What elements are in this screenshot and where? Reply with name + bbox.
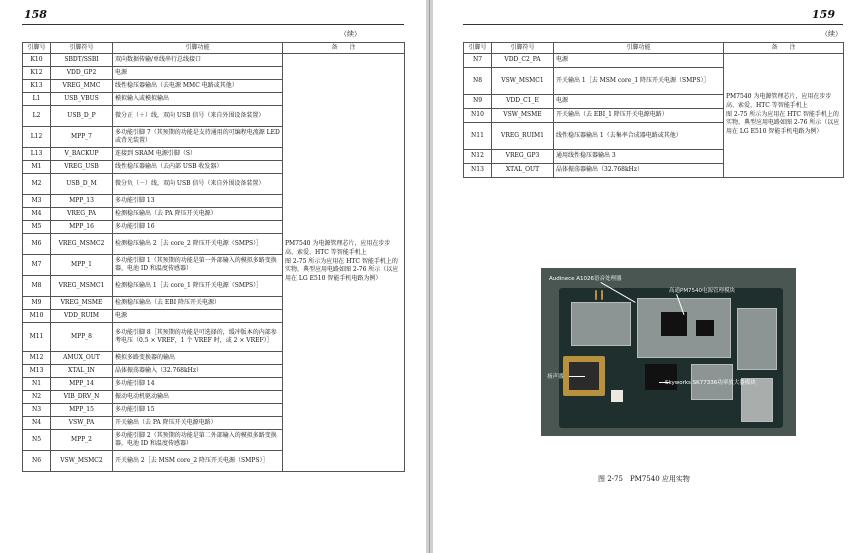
pin-cell: N10	[464, 108, 492, 122]
function-cell: 多功能引脚 2（其预期的功能是第二外部输入的模拟多路变换器，电池 ID 和温度传感器）	[113, 429, 283, 450]
header-note: 备 注	[724, 43, 844, 54]
leader-line	[659, 382, 669, 383]
pin-cell: M4	[23, 207, 51, 220]
symbol-cell: XTAL_OUT	[492, 163, 554, 177]
function-cell: 检测稳压输出（去 EBI 降压开关电源）	[113, 296, 283, 309]
circuit-board-photo	[541, 268, 796, 436]
note-cell: PM7540 为电源管理芯片，应用在步步高、索爱、HTC 等智能手机上 图 2-75 所示为应用在 HTC 智能手机上的实物，典型应用电路如图 2-76 所示（以应用在 LG E510 智能手机电路为例）	[283, 53, 405, 471]
pin-cell: L12	[23, 126, 51, 147]
symbol-cell: MPP_8	[51, 322, 113, 351]
function-cell: 多功能引脚 1（其预期的功能是第一外部输入的模拟多路变换器，电池 ID 和温度传感器）	[113, 254, 283, 275]
gutter-line	[429, 0, 430, 553]
symbol-cell: VREG_PA	[51, 207, 113, 220]
pin-cell: M11	[23, 322, 51, 351]
symbol-cell: VREG_RUIM1	[492, 122, 554, 149]
function-cell: 开关输出 2［去 MSM core_2 降压开关电源（SMPS）］	[113, 450, 283, 471]
symbol-cell: MPP_15	[51, 403, 113, 416]
function-cell: 电源	[554, 94, 724, 108]
symbol-cell: USB_D_M	[51, 173, 113, 194]
function-cell: 双向数据传输/单线串行总线接口	[113, 53, 283, 66]
symbol-cell: VDD_RUIM	[51, 309, 113, 322]
amp-chip	[645, 364, 677, 390]
pin-cell: L1	[23, 92, 51, 105]
contact-pad	[601, 290, 603, 300]
function-cell: 开关输出（去 PA 降压开关电源电路）	[113, 416, 283, 429]
symbol-cell: V_BACKUP	[51, 147, 113, 160]
pin-cell: K10	[23, 53, 51, 66]
symbol-cell: VSW_MSMC1	[492, 67, 554, 94]
header-rule	[22, 24, 404, 25]
pmic-chip	[661, 312, 687, 336]
symbol-cell: MPP_2	[51, 429, 113, 450]
function-cell: 线性稳压器输出 1（去集率合成器电路或其他）	[554, 122, 724, 149]
pin-cell: N2	[23, 390, 51, 403]
pin-cell: M3	[23, 194, 51, 207]
symbol-cell: MPP_7	[51, 126, 113, 147]
function-cell: 微分负（－）线，双向 USB 信号（来自外围设备装置）	[113, 173, 283, 194]
function-cell: 微分正（＋）线，双向 USB 信号（来自外围设备装置）	[113, 105, 283, 126]
symbol-cell: MPP_1	[51, 254, 113, 275]
page-number: 158	[24, 8, 47, 21]
pin-cell: N5	[23, 429, 51, 450]
function-cell: 晶体振荡器输入（32.768kHz）	[113, 364, 283, 377]
amplifier-label: Skyworks SK77336功率放大器模块	[665, 380, 756, 386]
pin-cell: M1	[23, 160, 51, 173]
pin-cell: N4	[23, 416, 51, 429]
pin-cell: N6	[23, 450, 51, 471]
symbol-cell: VSW_MSMC2	[51, 450, 113, 471]
function-cell: 开关输出 1［去 MSM core_1 降压开关电源（SMPS）］	[554, 67, 724, 94]
function-cell: 模拟多路变换器的输出	[113, 351, 283, 364]
header-note: 备 注	[283, 43, 405, 54]
function-cell: 多功能引脚 7（其预期的功能是支持通用的可编程电流源 LED 或背光装置）	[113, 126, 283, 147]
function-cell: 多功能引脚 8［其预期的功能是可选择的，缓冲版本的内部参考电压（0.5 × VREF，1 个 VREF 时，或 2 × VREF）］	[113, 322, 283, 351]
header-function: 引脚功能	[554, 43, 724, 54]
pin-cell: N8	[464, 67, 492, 94]
symbol-cell: AMUX_OUT	[51, 351, 113, 364]
pin-cell: N9	[464, 94, 492, 108]
note-cell: PM7540 为电源管理芯片，应用在步步高、索爱、HTC 等智能手机上 图 2-75 所示为应用在 HTC 智能手机上的实物，典型应用电路如图 2-76 所示（以应用在 LG E510 智能手机电路为例）	[724, 53, 844, 177]
symbol-cell: USB_VBUS	[51, 92, 113, 105]
pin-cell: M5	[23, 220, 51, 233]
rf-shield	[571, 302, 631, 346]
pin-cell: M8	[23, 275, 51, 296]
leader-line	[569, 376, 585, 377]
table-row	[23, 53, 405, 66]
symbol-cell: MPP_16	[51, 220, 113, 233]
function-cell: 检测稳压输出（去 PA 降压开关电源）	[113, 207, 283, 220]
speaker-label: 扬声器	[547, 374, 564, 380]
pin-cell: N13	[464, 163, 492, 177]
header-symbol: 引脚符号	[492, 43, 554, 54]
rf-shield	[737, 308, 777, 370]
pin-cell: L13	[23, 147, 51, 160]
pin-table	[22, 42, 405, 472]
pin-cell: K12	[23, 66, 51, 79]
header-pin: 引脚号	[23, 43, 51, 54]
symbol-cell: VDD_C1_E	[492, 94, 554, 108]
symbol-cell: SBDT/SSBI	[51, 53, 113, 66]
pin-cell: M13	[23, 364, 51, 377]
header-symbol: 引脚符号	[51, 43, 113, 54]
function-cell: 开关输出（去 EBI_1 降压开关电源电路）	[554, 108, 724, 122]
pin-cell: N11	[464, 122, 492, 149]
symbol-cell: VDD_GP2	[51, 66, 113, 79]
function-cell: 检测稳压输出 1［去 core_1 降压开关电源（SMPS）］	[113, 275, 283, 296]
function-cell: 模拟输入或模拟输出	[113, 92, 283, 105]
function-cell: 电源	[554, 53, 724, 67]
pin-cell: N12	[464, 149, 492, 163]
symbol-cell: MPP_14	[51, 377, 113, 390]
function-cell: 电源	[113, 309, 283, 322]
pin-cell: M12	[23, 351, 51, 364]
table-row	[464, 53, 844, 67]
function-cell: 连接到 SRAM 电源引脚（S）	[113, 147, 283, 160]
pin-cell: M9	[23, 296, 51, 309]
function-cell: 检测稳压输出 2［去 core_2 降压开关电源（SMPS）］	[113, 233, 283, 254]
right-page	[433, 0, 859, 553]
symbol-cell: VSW_PA	[51, 416, 113, 429]
header-function: 引脚功能	[113, 43, 283, 54]
symbol-cell: USB_D_P	[51, 105, 113, 126]
symbol-cell: MPP_13	[51, 194, 113, 207]
function-cell: 电源	[113, 66, 283, 79]
contact-pad	[595, 290, 597, 300]
function-cell: 晶体振荡器输出（32.768kHz）	[554, 163, 724, 177]
pin-cell: M6	[23, 233, 51, 254]
function-cell: 通用线性稳压器输出 3	[554, 149, 724, 163]
header-rule	[463, 24, 843, 25]
symbol-cell: VREG_MSMC1	[51, 275, 113, 296]
symbol-cell: VREG_MSMC2	[51, 233, 113, 254]
audio-processor-label: Audinece A1026语音处理器	[549, 276, 622, 282]
pmic-label: 高通PM7540电源管理模块	[669, 288, 736, 294]
ic-chip	[696, 320, 714, 336]
symbol-cell: VREG_GP3	[492, 149, 554, 163]
function-cell: 多功能引脚 16	[113, 220, 283, 233]
pin-cell: M7	[23, 254, 51, 275]
pin-cell: N7	[464, 53, 492, 67]
function-cell: 振动电动机驱动输出	[113, 390, 283, 403]
pin-cell: N1	[23, 377, 51, 390]
symbol-cell: VDD_C2_PA	[492, 53, 554, 67]
pin-cell: M10	[23, 309, 51, 322]
pin-cell: K13	[23, 79, 51, 92]
figure-caption: 图 2-75 PM7540 应用实物	[598, 475, 690, 483]
symbol-cell: VREG_USB	[51, 160, 113, 173]
page-number: 159	[812, 8, 835, 21]
function-cell: 多功能引脚 15	[113, 403, 283, 416]
pin-cell: N3	[23, 403, 51, 416]
left-page	[0, 0, 426, 553]
function-cell: 多功能引脚 14	[113, 377, 283, 390]
pin-cell: M2	[23, 173, 51, 194]
function-cell: 线性稳压器输出（去电源 MMC 电路或其他）	[113, 79, 283, 92]
symbol-cell: VSW_MSME	[492, 108, 554, 122]
header-pin: 引脚号	[464, 43, 492, 54]
continued-label: （续）	[821, 30, 842, 38]
symbol-cell: VIB_DRV_N	[51, 390, 113, 403]
function-cell: 多功能引脚 13	[113, 194, 283, 207]
qr-label	[611, 390, 623, 402]
symbol-cell: VREG_MSME	[51, 296, 113, 309]
symbol-cell: VREG_MMC	[51, 79, 113, 92]
symbol-cell: XTAL_IN	[51, 364, 113, 377]
function-cell: 线性稳压器输出（去内部 USB 收发器）	[113, 160, 283, 173]
pin-cell: L2	[23, 105, 51, 126]
continued-label: （续）	[340, 30, 361, 38]
pin-table	[463, 42, 844, 178]
